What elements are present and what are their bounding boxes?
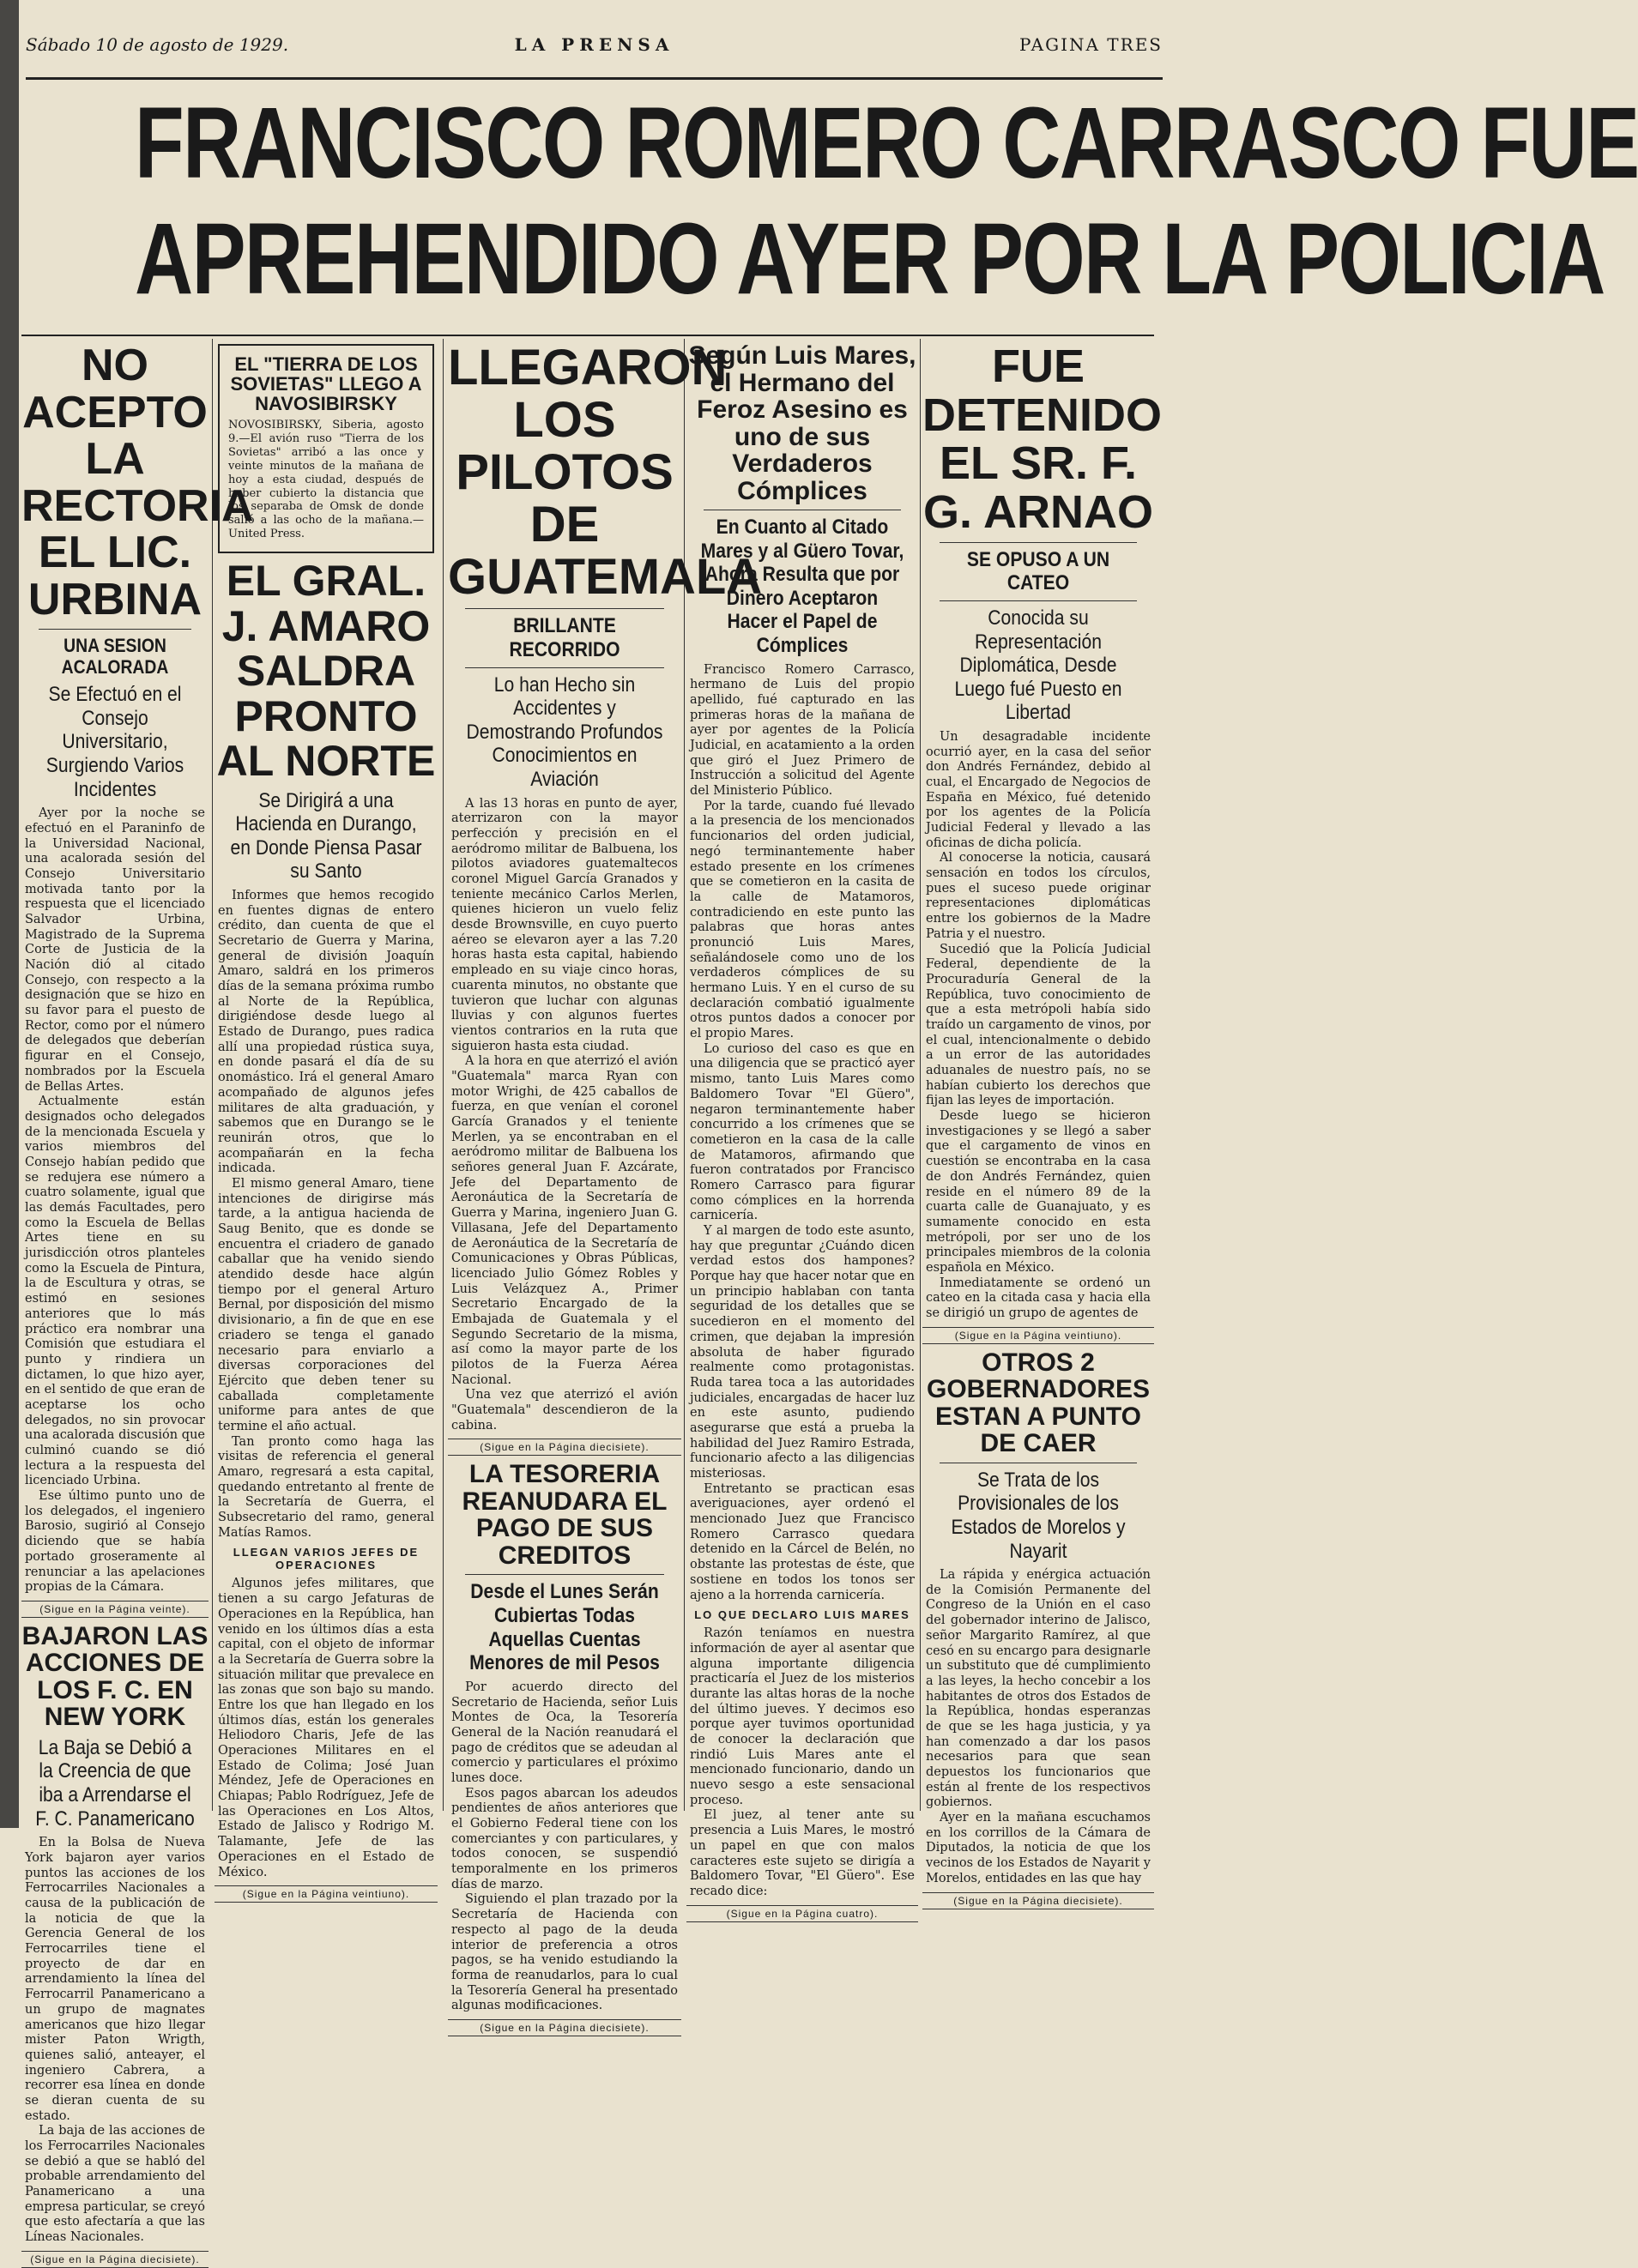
page-number: PAGINA TRES <box>1019 34 1163 55</box>
banner-line-1: FRANCISCO ROMERO CARRASCO FUE <box>135 87 1638 200</box>
column-divider <box>920 339 921 1811</box>
continued-note: (Sigue en la Página veinte). <box>21 1601 209 1618</box>
article-headline: Según Luis Mares, el Hermano del Feroz Asesino es uno de sus Verdaderos Cómplices <box>688 341 916 505</box>
paragraph: Una vez que aterrizó el avión "Guatemala" descendieron de la cabina. <box>451 1388 678 1433</box>
paragraph: Sucedió que la Policía Judicial Federal, dependiente de la Procuraduría General de la República, tuvo conocimiento de que a esta metrópoli había sido traído un cargamento de vinos, por el cual, intencionalmente o debido a un error de las autoridades aduanales de nuestro país, no se habían cubierto los derechos que fijan las leyes de importación. <box>926 942 1151 1108</box>
paragraph: Algunos jefes militares, que tienen a su cargo Jefaturas de Operaciones en la República, han venido en los últimos días a esta capital, con el objeto de informar a la Secretaría de Guerra sobre la situación militar que prevalece en las zonas que son bajo su mando. Entre los que han llegado en los últimos días, están los generales Heliodoro Charis, Jefe de las Operaciones Militares en el Estado de Colima; José Juan Méndez, Jefe de Operaciones en Chiapas; Pablo Rodríguez, Jefe de las Operaciones en Los Altos, Estado de Jalisco y Rodrigo M. Talamante, Jefe de las Operaciones en el Estado de México. <box>218 1577 434 1879</box>
paragraph: A las 13 horas en punto de ayer, aterrizaron con la mayor perfección y precisión en el aeródromo militar de Balbuena, los pilotos aviadores guatemaltecos coronel Miguel García Granados y teniente mecánico Carlos Merlen, quienes hicieron un vuelo feliz desde Brownsville, en cuyo puerto aéreo se elevaron ayer a las 7.20 horas hasta esta capital, habiendo empleado en su viaje cinco horas, cuarenta minutos, no obstante que tuvieron que luchar con algunas lluvias y con algunos fuertes vientos contrarios en la ruta que siguieron hasta esta ciudad. <box>451 796 678 1053</box>
paragraph: El juez, al tener ante su presencia a Luis Mares, le mostró un papel en que con malos caracteres este sujeto se dirigía a Baldomero Tovar, "El Güero". Ese recado dice: <box>690 1808 915 1898</box>
column-4 <box>686 339 918 1920</box>
article-body <box>25 806 205 1595</box>
article-deck: Desde el Lunes Serán Cubiertas Todas Aquellas Cuentas Menores de mil Pesos <box>469 1580 660 1675</box>
article-headline: NO ACEPTO LA RECTORIA EL LIC. URBINA <box>21 341 254 624</box>
article-subhead: BRILLANTE RECORRIDO <box>509 614 620 662</box>
issue-date: Sábado 10 de agosto de 1929. <box>26 34 289 55</box>
article-body <box>690 1626 915 1899</box>
article-body <box>451 1680 678 2014</box>
divider <box>39 629 191 630</box>
paragraph: Ese último punto uno de los delegados, el ingeniero Barosio, sugirió al Consejo diciendo que se había portado groseramente al renunciar a las apelaciones propias de la Cámara. <box>25 1489 205 1595</box>
paragraph: Informes que hemos recogido en fuentes dignas de entero crédito, dan cuenta de que el Secretario de Guerra y Marina, general de división Joaquín Amaro, saldrá en los primeros días de la semana próxima rumbo al Norte de la República, dirigiéndose desde luego al Estado de Durango, pues radica allí una propiedad rústica suya, en donde pasará el día de su onomástico. Irá el general Amaro acompañado de algunos jefes militares de alta graduación, y sabemos que en Durango se le reunirán otros, que lo acompañarán en la fecha indicada. <box>218 888 434 1176</box>
column-divider <box>443 339 444 1811</box>
article-headline: BAJARON LAS ACCIONES DE LOS F. C. EN NEW YORK <box>21 1621 209 1732</box>
box-headline: EL "TIERRA DE LOS SOVIETAS" LLEGO A NAVOSIBIRSKY <box>230 353 422 415</box>
crosshead: LO QUE DECLARO LUIS MARES <box>694 1608 910 1622</box>
binding-edge <box>0 0 19 1828</box>
article-body <box>451 797 678 1434</box>
divider <box>940 542 1137 543</box>
article-deck: Conocida su Representación Diplomática, Desde Luego fué Puesto en Libertad <box>954 606 1122 725</box>
continued-note: (Sigue en la Página diecisiete). <box>448 1439 681 1456</box>
article-body <box>218 889 434 1541</box>
crosshead: LLEGAN VARIOS JEFES DE OPERACIONES <box>233 1546 420 1572</box>
article-body <box>926 730 1151 1322</box>
paragraph: La rápida y enérgica actuación de la Comisión Permanente del Congreso de la Unión en el caso del gobernador interino de Jalisco, señor Margarito Ramírez, al que cesó en su encargo para designarle un substituto que dé cumplimiento a las leyes, la hecho concebir a los habitantes de otros dos Estados de la República, hondas esperanzas de que se les haga justicia, y ya han comenzado a dar los pasos necesarios para que sean depuestos los funcionarios que están al frente de los respectivos gobiernos. <box>926 1568 1151 1810</box>
article-deck: Se Trata de los Provisionales de los Estados de Morelos y Nayarit <box>951 1468 1126 1563</box>
column-3 <box>448 339 763 2034</box>
paragraph: Un desagradable incidente ocurrió ayer, en la casa del señor don Andrés Fernández, debido al cual, el Encargado de Negocios de España en México, fué detenido por los agentes de la Policía Judicial Federal y llevado a las oficinas de dicha policía. <box>926 729 1151 850</box>
paragraph: Entretanto se practican esas averiguaciones, ayer ordenó el mencionado Juez que Francisco Romero Carrasco quedara detenido en la Cárcel de Belén, no obstante las protestas de éste, que sostiene en todos los tonos ser ajeno a la horrenda carnicería. <box>690 1481 915 1602</box>
paragraph: Siguiendo el plan trazado por la Secretaría de Hacienda con respecto al pago de la deuda interior de preferencia a otros pagos, se ha venido estudiando la forma de reanudarlos, para lo cual la Tesorería General ha presentado algunas modificaciones. <box>451 1892 678 2013</box>
paragraph: Por la tarde, cuando fué llevado a la presencia de los mencionados funcionarios del orden judicial, negó terminantemente haber estado presente en los crímenes que se cometieron en la casita de la calle de Matamoros, contradiciendo en este punto las palabras que horas antes pronunció Luis Mares, señalándosele como uno de los verdaderos cómplices de su hermano Luis. Y en el curso de su declaración combatió igualmente otros puntos dados a conocer por el propio Mares. <box>690 799 915 1041</box>
paragraph: Por acuerdo directo del Secretario de Hacienda, señor Luis Montes de Oca, la Tesorería General de la Nación reanudará el pago de créditos que se adeudan al comercio y particulares el próximo lunes doce. <box>451 1680 678 1785</box>
continued-note: (Sigue en la Página veintiuno). <box>215 1885 438 1903</box>
article-deck: Lo han Hecho sin Accidentes y Demostrando Profundos Conocimientos en Aviación <box>466 673 663 792</box>
article-deck: Se Dirigirá a una Hacienda en Durango, en Donde Piensa Pasar su Santo <box>230 788 422 884</box>
article-deck: La Baja se Debió a la Creencia de que iba a Arrendarse el F. C. Panamericano <box>35 1735 195 1831</box>
wire-news-box <box>218 344 434 553</box>
masthead <box>26 34 1163 80</box>
paragraph: Esos pagos abarcan los adeudos pendientes de años anteriores que el Gobierno Federal tiene con los comerciantes y con particulares, y todos conocen, se suspendió temporalmente en los primeros días de marzo. <box>451 1786 678 1891</box>
column-divider <box>212 339 213 1811</box>
paragraph: Desde luego se hicieron investigaciones y se llegó a saber que el cargamento de vinos en cuestión se encontraba en la casa de don Andrés Fernández, quien reside en el número 89 de la cuarta calle de Guanajuato, y es sumamente conocido en esta metrópoli, por ser uno de los principales miembros de la colonia española en México. <box>926 1109 1151 1275</box>
paragraph: Ayer en la mañana escuchamos en los corrillos de la Cámara de Diputados, la noticia de que los vecinos de los Estados de Nayarit y Morelos, entidades en las que hay <box>926 1811 1151 1885</box>
paragraph: Ayer por la noche se efectuó en el Paraninfo de la Universidad Nacional, una acalorada sesión del Consejo Universitario motivada tanto por la respuesta que el licenciado Salvador Urbina, Magistrado de la Suprema Corte de Justicia de la Nación dió al citado Consejo, con respecto a la designación que se hizo en su favor para el puesto de Rector, como por el número de delegados que deberían figurar en el Consejo, nombrados por la Escuela de Bellas Artes. <box>25 806 205 1094</box>
paragraph: Y al margen de todo este asunto, hay que preguntar ¿Cuándo dicen verdad estos dos hampones? Porque hay que hacer notar que en un principio hablaban con tanta seguridad de los detalles que se sucedieron en el momento del crimen, que dejaban la impresión absoluta de haber figurado realmente como protagonistas. Ruda tarea toca a las autoridades judiciales, encargadas de hacer luz en este asunto, pudiendo asegurarse que está a prueba la habilidad del Juez Ramiro Estrada, funcionario afecto a las diligencias misteriosas. <box>690 1224 915 1481</box>
paragraph: Lo curioso del caso es que en una diligencia que se practicó ayer mismo, tanto Luis Mares como Baldomero Tovar "El Güero", negaron terminantemente haber concurrido a los crímenes que se cometieron en la casa de la calle de Matamoros, afirmando que fueron contratados por Francisco Romero Carrasco para figurar como cómplices en la horrenda carnicería. <box>690 1041 915 1223</box>
paragraph: Inmediatamente se ordenó un cateo en la citada casa y hacia ella se dirigió un grupo de agentes de <box>926 1276 1151 1321</box>
article-deck: Se Efectuó en el Consejo Universitario, Surgiendo Varios Incidentes <box>45 683 184 801</box>
divider <box>465 608 664 609</box>
continued-note: (Sigue en la Página diecisiete). <box>448 2019 681 2036</box>
column-1 <box>21 339 254 2265</box>
article-subhead: UNA SESION ACALORADA <box>61 634 169 678</box>
continued-note: (Sigue en la Página diecisiete). <box>21 2251 209 2268</box>
article-deck: En Cuanto al Citado Mares y al Güero Tovar, Ahora Resulta que por Dinero Aceptaron Hacer el Papel de Cómplices <box>700 516 904 657</box>
continued-note: (Sigue en la Página diecisiete). <box>922 1892 1154 1909</box>
column-2 <box>215 339 438 1901</box>
banner-line-2: APREHENDIDO AYER POR LA POLICIA <box>135 202 1605 316</box>
article-body <box>218 1577 434 1880</box>
paragraph: En la Bolsa de Nueva York bajaron ayer varios puntos las acciones de los Ferrocarriles Nacionales a causa de la publicación de la noticia de que la Gerencia General de los Ferrocarriles tiene el proyecto de dar en arrendamiento la línea del Ferrocarril Panamericano a un grupo de magnates americanos que hizo llegar mister Paton Wrigth, quienes salió, anteayer, el ingeniero Cabrera, a recorrer esa línea en donde se dieran cuenta de su estado. <box>25 1836 205 2123</box>
divider <box>465 1574 664 1575</box>
banner-headline <box>21 86 1638 326</box>
article-headline: EL GRAL. J. AMARO SALDRA PRONTO AL NORTE <box>216 557 436 786</box>
paragraph: Al conocerse la noticia, causará sensación en todos los círculos, pues el suceso puede originar representaciones diplomáticas entre los gobiernos de la Madre Patria y el nuestro. <box>926 851 1151 941</box>
paragraph: Tan pronto como haga las visitas de referencia el general Amaro, regresará a esta capital, quedando entretanto al frente de la Secretaría de Guerra, el Subsecretario del ramo, general Matías Ramos. <box>218 1434 434 1540</box>
article-body <box>690 663 915 1604</box>
divider <box>940 600 1137 601</box>
paragraph: Razón teníamos en nuestra información de ayer al asentar que alguna importante diligencia practicaría el Juez de los misterios durante las altas horas de la noche del último jueves. Y decimos eso porque ayer tuvimos oportunidad de conocer la declaración que rindió Luis Mares ante el mencionado funcionario, dando un nuevo sesgo a este sensacional proceso. <box>690 1626 915 1807</box>
article-headline: LA TESORERIA REANUDARA EL PAGO DE SUS CREDITOS <box>462 1460 668 1570</box>
article-body <box>25 1836 205 2246</box>
article-headline: LLEGARON LOS PILOTOS DE GUATEMALA <box>448 340 763 605</box>
paragraph: Actualmente están designados ocho delegados de la mencionada Escuela y varios miembros del Consejo habían pedido que se redujera ese número a cuatro solamente, igual que las demás Facultades, pero como la Escuela de Bellas Artes tiene en su jurisdicción otros planteles como la Escuela de Pintura, la de Escultura y otras, se estimó en sesiones anteriores que lo más práctico era nombrar una Comisión que estudiara el punto y rindiera un dictamen, lo que hizo ayer, en el sentido de que eran de aceptarse los ocho delegados, no sin provocar una acalorada discusión que culminó cuando se dió lectura a la respuesta del licenciado Urbina. <box>25 1095 205 1488</box>
box-body: NOVOSIBIRSKY, Siberia, agosto 9.—El avión ruso "Tierra de los Sovietas" arribó a las once y veinte minutos de la mañana de hoy a esta ciudad, después de haber cubierto la distancia que los separaba de Omsk de donde salió a las ocho de la mañana.— United Press. <box>228 419 424 541</box>
divider <box>465 667 664 668</box>
continued-note: (Sigue en la Página cuatro). <box>686 1905 918 1922</box>
paragraph: El mismo general Amaro, tiene intenciones de dirigirse más tarde, a la antigua hacienda de Saug Benito, que es donde se encuentra el criadero de ganado caballar que ha venido siendo atendido desde hace algún tiempo por el general Arturo Bernal, por disposición del mismo divisionario, a fin de que en ese criadero se tenga el ganado necesario para enviarlo a diversas corporaciones del Ejército que deben tener su caballada completamente uniforme para antes de que termine el año actual. <box>218 1176 434 1433</box>
paragraph: A la hora en que aterrizó el avión "Guatemala" marca Ryan con motor Wrighi, de 425 caballos de fuerza, en que venían el coronel García Granados y el teniente Merlen, ya se encontraban en el aeródromo militar de Balbuena los señores general Juan F. Azcárate, Jefe del Departamento de Aeronáutica de la Secretaría de Guerra y Marina, ingeniero Juan G. Villasana, Jefe del Departamento de Aeronáutica de la Secretaría de Comunicaciones y Obras Públicas, licenciado Julio Gómez Robles y Luis Velázquez A., Primer Secretario Encargado de la Embajada de Guatemala y el Segundo Secretario de la misma, así como la mayor parte de los pilotos de la Fuerza Aérea Nacional. <box>451 1054 678 1387</box>
article-headline: FUE DETENIDO EL SR. F. G. ARNAO <box>922 341 1163 539</box>
newspaper-name: LA PRENSA <box>514 34 674 55</box>
banner-rule <box>21 335 1154 336</box>
paragraph: Francisco Romero Carrasco, hermano de Luis del propio apellido, fué capturado en las primeras horas de la mañana de ayer por agentes de la Policía Judicial, en acatamiento a la orden que giró el Juez Primero de Instrucción a solicitud del Agente del Ministerio Público. <box>690 662 915 799</box>
article-subhead: SE OPUSO A UN CATEO <box>966 547 1110 595</box>
continued-note: (Sigue en la Página veintiuno). <box>922 1327 1154 1344</box>
paragraph: La baja de las acciones de los Ferrocarriles Nacionales se debió a que se habló del probable arrendamiento del Panamericano a una empresa particular, se creyó que esto afectaría a que las Líneas Nacionales. <box>25 2124 205 2245</box>
column-5 <box>922 339 1163 1907</box>
article-headline: OTROS 2 GOBERNADORES ESTAN A PUNTO DE CAER <box>926 1348 1151 1458</box>
article-body <box>926 1568 1151 1886</box>
